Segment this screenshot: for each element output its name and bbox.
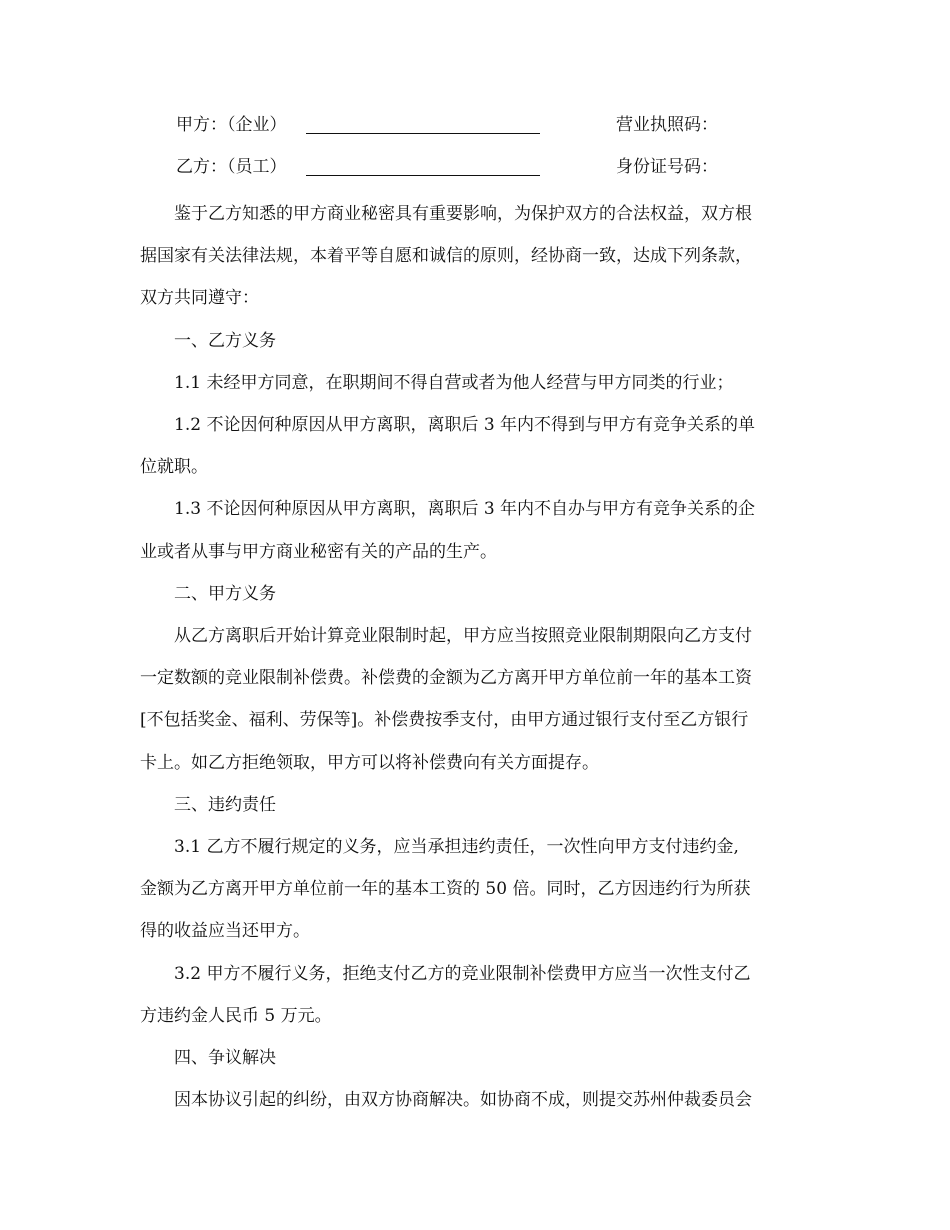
party-b-row (176, 152, 896, 182)
party-b-name-blank (306, 175, 540, 176)
clause-3-1: 3.1 乙方不履行规定的义务，应当承担违约责任，一次性向甲方支付违约金, (174, 837, 739, 858)
party-a-label: 甲方：（企业） (176, 115, 287, 135)
clause-1-2: 位就职。 (140, 457, 208, 478)
section-2-paragraph: 卡上。如乙方拒绝领取，甲方可以将补偿费向有关方面提存。 (140, 752, 599, 773)
clause-1-3: 1.3 不论因何种原因从甲方离职，离职后 3 年内不自办与甲方有竞争关系的企 (174, 499, 756, 520)
clause-1-3: 业或者从事与甲方商业秘密有关的产品的生产。 (140, 541, 497, 562)
intro-line: 据国家有关法律法规，本着平等自愿和诚信的原则，经协商一致，达成下列条款， (140, 246, 752, 267)
business-license-label: 营业执照码： (616, 115, 718, 135)
intro-line: 鉴于乙方知悉的甲方商业秘密具有重要影响，为保护双方的合法权益，双方根 (174, 204, 752, 224)
clause-1-1: 1.1 未经甲方同意，在职期间不得自营或者为他人经营与甲方同类的行业； (174, 372, 734, 393)
clause-3-1: 金额为乙方离开甲方单位前一年的基本工资的 50 倍。同时，乙方因违约行为所获 (140, 879, 751, 900)
section-heading-party-b-obligations: 一、乙方义务 (174, 330, 276, 351)
section-2-paragraph: [不包括奖金、福利、劳保等]。补偿费按季支付，由甲方通过银行支付至乙方银行 (140, 710, 749, 731)
section-2-paragraph: 一定数额的竞业限制补偿费。补偿费的金额为乙方离开甲方单位前一年的基本工资 (140, 668, 752, 689)
intro-line: 双方共同遵守： (140, 288, 259, 309)
section-2-paragraph: 从乙方离职后开始计算竞业限制时起，甲方应当按照竞业限制期限向乙方支付 (174, 626, 752, 647)
party-a-row (176, 110, 896, 140)
id-number-label: 身份证号码： (616, 157, 718, 177)
clause-3-2: 方违约金人民币 5 万元。 (140, 1005, 332, 1026)
agreement-body (140, 193, 812, 1121)
clause-1-2: 1.2 不论因何种原因从甲方离职，离职后 3 年内不得到与甲方有竞争关系的单 (174, 415, 756, 436)
section-heading-party-a-obligations: 二、甲方义务 (174, 583, 276, 604)
section-4-paragraph: 因本协议引起的纠纷，由双方协商解决。如协商不成，则提交苏州仲裁委员会 (174, 1090, 752, 1111)
party-a-name-blank (306, 133, 540, 134)
clause-3-2: 3.2 甲方不履行义务，拒绝支付乙方的竞业限制补偿费甲方应当一次性支付乙 (174, 963, 751, 984)
party-b-label: 乙方：（员工） (176, 157, 287, 177)
clause-3-1: 得的收益应当还甲方。 (140, 921, 310, 942)
section-heading-liability: 三、违约责任 (174, 794, 276, 815)
section-heading-dispute: 四、争议解决 (174, 1048, 276, 1069)
